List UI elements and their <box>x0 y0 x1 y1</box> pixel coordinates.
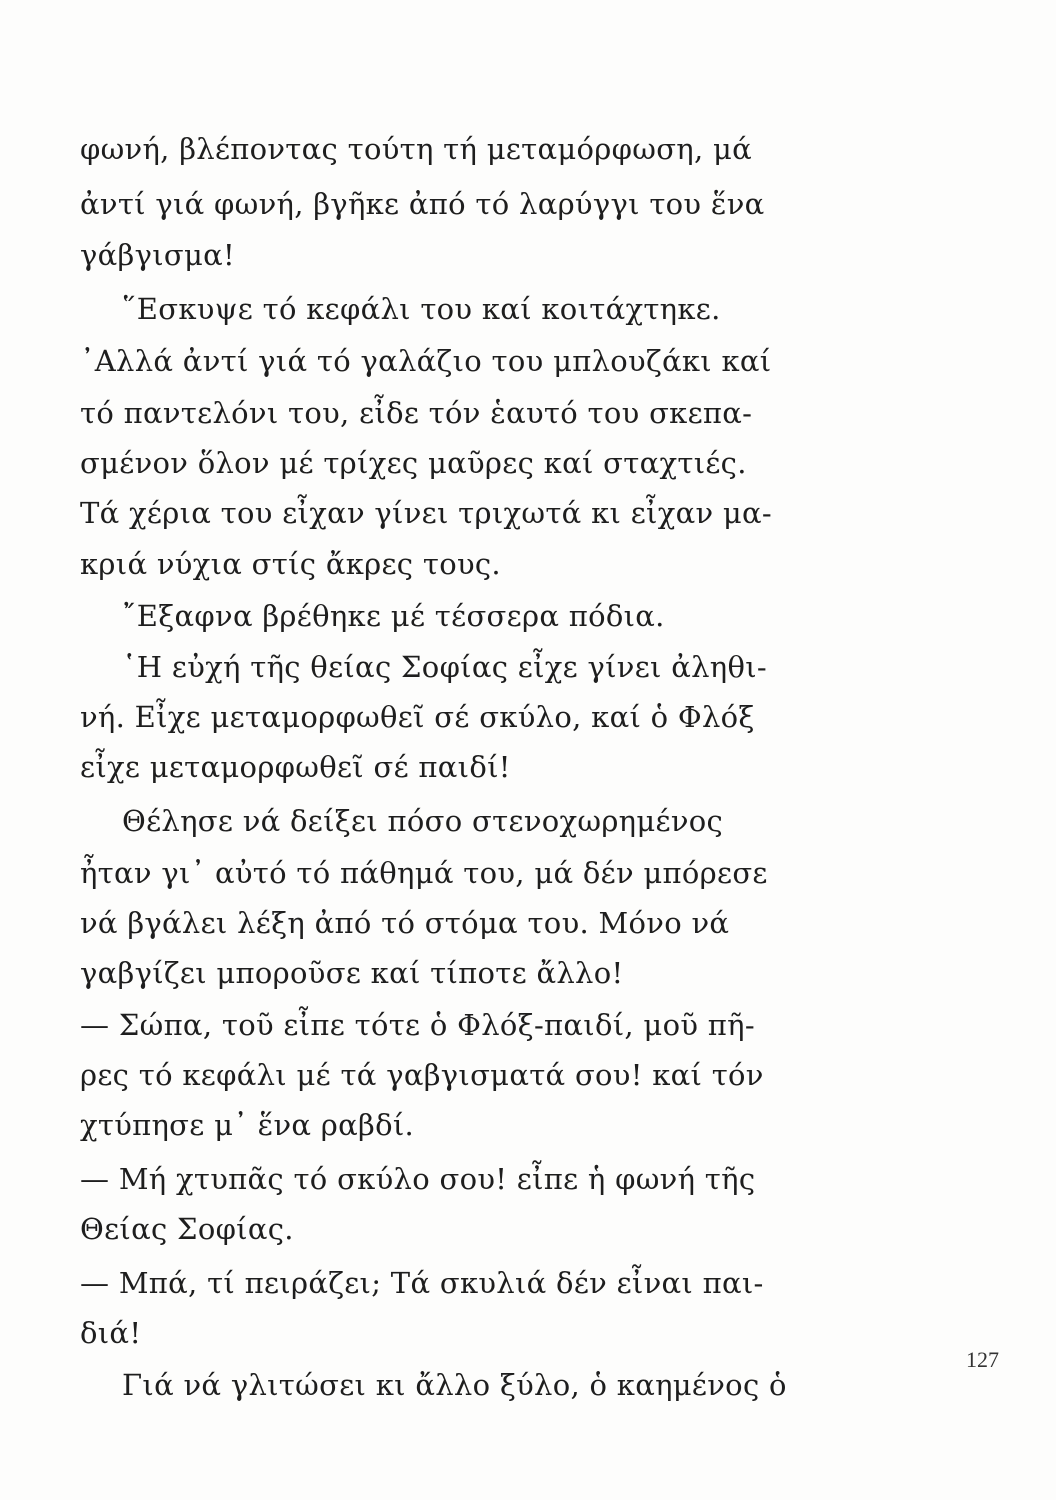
text-line: νά βγάλει λέξη ἀπό τό στόμα του. Μόνο νά <box>80 906 730 940</box>
text-line: ῞Εσκυψε τό κεφάλι του καί κοιτάχτηκε. <box>122 292 721 326</box>
text-line: Γιά νά γλιτώσει κι ἄλλο ξύλο, ὁ καημένος ὁ <box>122 1368 787 1402</box>
text-line: ῎Εξαφνα βρέθηκε μέ τέσσερα πόδια. <box>122 599 665 633</box>
text-line: κριά νύχια στίς ἄκρες τους. <box>80 547 501 581</box>
text-line: — Σώπα, τοῦ εἶπε τότε ὁ Φλόξ-παιδί, μοῦ πῆ- <box>80 1008 755 1042</box>
text-line: ῾Η εὐχή τῆς θείας Σοφίας εἶχε γίνει ἀληθι- <box>122 650 768 684</box>
text-line: τό παντελόνι του, εἶδε τόν ἑαυτό του σκεπα- <box>80 396 753 430</box>
text-line: — Μή χτυπᾶς τό σκύλο σου! εἶπε ἡ φωνή τῆς <box>80 1162 756 1196</box>
text-line: — Μπά, τί πειράζει; Τά σκυλιά δέν εἶναι παι- <box>80 1266 764 1300</box>
page-number: 127 <box>966 1347 999 1372</box>
text-line: νή. Εἶχε μεταμορφωθεῖ σέ σκύλο, καί ὁ Φλόξ <box>80 700 755 734</box>
text-line: χτύπησε μ᾿ ἕνα ραβδί. <box>80 1108 415 1142</box>
text-line: ἀντί γιά φωνή, βγῆκε ἀπό τό λαρύγγι του ἕνα <box>80 187 765 221</box>
text-line: γάβγισμα! <box>80 238 235 272</box>
text-line: Τά χέρια του εἶχαν γίνει τριχωτά κι εἶχαν μα- <box>80 496 773 530</box>
text-line: Θέλησε νά δείξει πόσο στενοχωρημένος <box>122 804 724 838</box>
text-line: σμένον ὅλον μέ τρίχες μαῦρες καί σταχτιές. <box>80 446 747 480</box>
text-line: εἶχε μεταμορφωθεῖ σέ παιδί! <box>80 750 511 784</box>
text-line: ἦταν γι᾿ αὐτό τό πάθημά του, μά δέν μπόρεσε <box>80 856 768 890</box>
text-line: φωνή, βλέποντας τούτη τή μεταμόρφωση, μά <box>80 132 753 166</box>
text-line: ρες τό κεφάλι μέ τά γαβγισματά σου! καί τόν <box>80 1058 764 1092</box>
text-line: ᾿Αλλά ἀντί γιά τό γαλάζιο του μπλουζάκι καί <box>80 344 772 378</box>
text-line: διά! <box>80 1316 142 1350</box>
text-line: Θείας Σοφίας. <box>80 1212 294 1246</box>
text-line: γαβγίζει μποροῦσε καί τίποτε ἄλλο! <box>80 956 624 990</box>
